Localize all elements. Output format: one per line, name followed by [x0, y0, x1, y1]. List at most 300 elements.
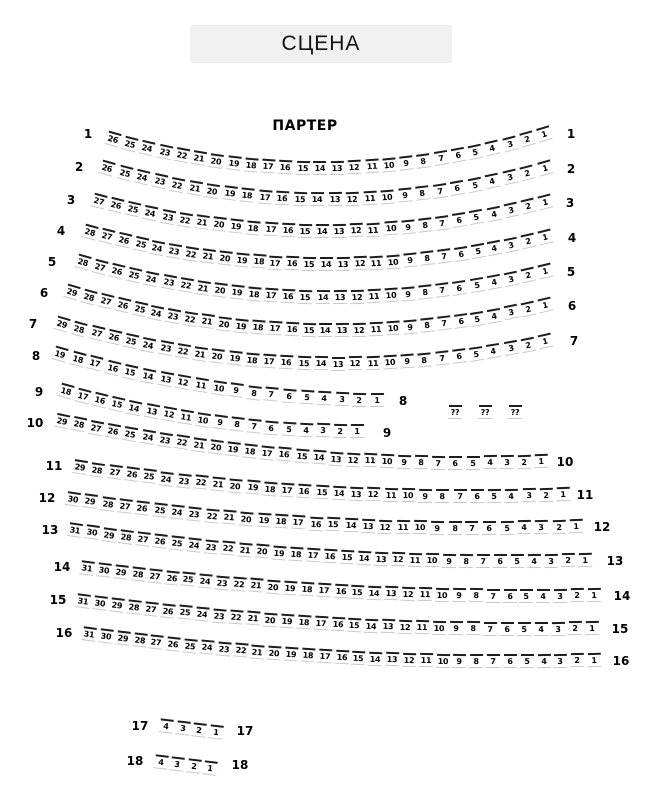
seat[interactable]	[329, 161, 345, 175]
seat[interactable]	[482, 622, 498, 636]
seat[interactable]	[236, 542, 253, 557]
seat[interactable]	[567, 621, 583, 635]
seat[interactable]	[148, 239, 166, 256]
seat[interactable]	[468, 277, 486, 293]
seat[interactable]	[125, 399, 144, 416]
seat[interactable]	[95, 562, 113, 578]
seat[interactable]	[366, 585, 383, 600]
seat[interactable]	[451, 588, 467, 602]
seat[interactable]	[53, 413, 72, 430]
seat[interactable]	[114, 232, 133, 249]
seat[interactable]	[550, 519, 566, 533]
seat[interactable]	[482, 455, 498, 469]
seat[interactable]	[71, 459, 89, 475]
seat[interactable]	[227, 478, 244, 493]
seat[interactable]	[429, 521, 445, 535]
seat[interactable]	[380, 619, 397, 634]
seat[interactable]	[486, 489, 502, 503]
seat[interactable]	[284, 256, 301, 271]
seat[interactable]	[203, 183, 221, 199]
seat[interactable]	[550, 621, 566, 635]
seat[interactable]	[332, 584, 349, 599]
seat[interactable]	[290, 515, 307, 530]
seat[interactable]	[467, 209, 485, 226]
seat[interactable]	[249, 320, 266, 335]
seat-unknown[interactable]	[447, 405, 463, 419]
seat[interactable]	[502, 304, 520, 321]
seat[interactable]	[169, 756, 187, 772]
seat[interactable]	[142, 601, 159, 617]
seat[interactable]	[519, 300, 538, 317]
seat[interactable]	[299, 648, 316, 663]
seat[interactable]	[209, 476, 226, 491]
seat[interactable]	[485, 307, 503, 324]
seat[interactable]	[194, 412, 212, 428]
seat[interactable]	[536, 296, 555, 313]
seat[interactable]	[100, 527, 118, 543]
seat[interactable]	[334, 323, 350, 337]
seat[interactable]	[535, 193, 554, 211]
seat[interactable]	[535, 654, 551, 668]
seat[interactable]	[91, 595, 109, 611]
seat[interactable]	[334, 392, 351, 407]
seat[interactable]	[88, 461, 106, 477]
seat[interactable]	[108, 395, 127, 412]
seat[interactable]	[70, 320, 89, 338]
seat[interactable]	[351, 323, 367, 337]
seat[interactable]	[281, 580, 298, 595]
seat[interactable]	[305, 547, 322, 562]
seat[interactable]	[417, 653, 433, 667]
seat[interactable]	[176, 605, 193, 620]
seat[interactable]	[193, 606, 210, 621]
seat[interactable]	[363, 618, 380, 633]
seat[interactable]	[518, 164, 537, 182]
seat[interactable]	[536, 262, 555, 279]
seat[interactable]	[103, 359, 122, 376]
seat[interactable]	[484, 343, 502, 359]
seat[interactable]	[79, 288, 98, 306]
seat[interactable]	[62, 283, 81, 301]
seat[interactable]	[465, 621, 481, 635]
seat[interactable]	[584, 621, 600, 635]
seat[interactable]	[569, 653, 585, 667]
seat[interactable]	[351, 256, 368, 271]
seat[interactable]	[467, 345, 485, 361]
seat[interactable]	[142, 270, 160, 287]
seat[interactable]	[373, 551, 390, 566]
seat[interactable]	[140, 469, 158, 485]
seat[interactable]	[203, 508, 220, 523]
seat[interactable]	[138, 139, 157, 156]
seat[interactable]	[468, 310, 486, 326]
seat[interactable]	[185, 537, 202, 553]
seat[interactable]	[134, 531, 152, 547]
seat[interactable]	[191, 722, 209, 738]
seat[interactable]	[157, 718, 175, 734]
seat[interactable]	[448, 180, 466, 196]
seat[interactable]	[484, 205, 502, 222]
seat[interactable]	[97, 628, 115, 644]
seat[interactable]	[367, 651, 384, 666]
seat[interactable]	[133, 168, 152, 185]
seat[interactable]	[198, 639, 215, 654]
seat[interactable]	[274, 190, 291, 205]
seat[interactable]	[104, 329, 123, 346]
seat[interactable]	[316, 391, 333, 406]
seat[interactable]	[66, 522, 84, 538]
seat[interactable]	[121, 135, 140, 153]
seat[interactable]	[315, 423, 331, 438]
seat[interactable]	[238, 187, 255, 203]
seat[interactable]	[197, 573, 214, 588]
seat[interactable]	[192, 475, 209, 491]
seat[interactable]	[198, 313, 216, 329]
seat[interactable]	[560, 553, 576, 567]
seat[interactable]	[177, 277, 195, 293]
seat[interactable]	[433, 350, 450, 366]
seat[interactable]	[466, 176, 484, 193]
seat[interactable]	[313, 356, 329, 370]
seat[interactable]	[168, 504, 185, 520]
seat[interactable]	[502, 270, 520, 287]
seat[interactable]	[80, 223, 99, 241]
seat[interactable]	[332, 290, 348, 304]
seat[interactable]	[250, 254, 267, 269]
seat[interactable]	[228, 219, 245, 235]
seat[interactable]	[221, 510, 238, 525]
seat[interactable]	[501, 202, 520, 219]
seat[interactable]	[499, 622, 515, 636]
seat[interactable]	[267, 255, 284, 270]
seat[interactable]	[297, 290, 313, 304]
seat[interactable]	[151, 533, 169, 549]
seat[interactable]	[122, 333, 141, 350]
seat[interactable]	[147, 304, 165, 321]
seat[interactable]	[134, 500, 152, 516]
seat[interactable]	[210, 380, 228, 396]
seat[interactable]	[175, 473, 192, 489]
seat[interactable]	[216, 250, 234, 266]
seat[interactable]	[502, 236, 521, 253]
seat[interactable]	[344, 452, 361, 467]
seat[interactable]	[468, 588, 484, 602]
seat[interactable]	[97, 228, 116, 245]
seat[interactable]	[331, 224, 347, 238]
seat[interactable]	[86, 355, 105, 372]
seat[interactable]	[349, 290, 365, 304]
seat[interactable]	[276, 447, 293, 462]
seat[interactable]	[466, 143, 485, 160]
seat[interactable]	[385, 254, 402, 269]
seat[interactable]	[435, 315, 453, 331]
seat[interactable]	[519, 654, 535, 668]
seat[interactable]	[185, 758, 203, 774]
seat[interactable]	[301, 257, 317, 271]
seat[interactable]	[431, 621, 447, 635]
seat[interactable]	[377, 519, 393, 533]
seat[interactable]	[526, 554, 542, 568]
seat[interactable]	[401, 653, 417, 667]
seat[interactable]	[517, 130, 536, 148]
seat[interactable]	[441, 553, 457, 567]
seat[interactable]	[190, 150, 208, 166]
seat[interactable]	[91, 258, 110, 276]
seat[interactable]	[414, 620, 430, 634]
seat[interactable]	[382, 488, 398, 502]
seat[interactable]	[447, 456, 463, 470]
seat[interactable]	[125, 599, 142, 615]
seat[interactable]	[451, 654, 467, 668]
seat[interactable]	[228, 416, 245, 432]
seat[interactable]	[108, 597, 126, 613]
seat[interactable]	[400, 286, 417, 301]
seat[interactable]	[168, 535, 185, 551]
seat[interactable]	[226, 350, 243, 366]
seat[interactable]	[569, 588, 585, 602]
seat[interactable]	[538, 487, 554, 502]
seat[interactable]	[339, 550, 356, 565]
seat[interactable]	[125, 266, 144, 283]
seat[interactable]	[348, 223, 365, 238]
seat[interactable]	[293, 448, 310, 463]
seat[interactable]	[297, 224, 313, 238]
seat[interactable]	[266, 645, 283, 660]
seat[interactable]	[520, 488, 536, 502]
seat[interactable]	[81, 493, 99, 509]
seat[interactable]	[434, 588, 450, 602]
seat[interactable]	[295, 356, 311, 371]
seat[interactable]	[173, 147, 191, 164]
seat[interactable]	[193, 214, 211, 230]
seat[interactable]	[148, 634, 165, 650]
seat[interactable]	[151, 502, 168, 518]
seat[interactable]	[283, 322, 300, 337]
seat[interactable]	[260, 159, 277, 174]
seat[interactable]	[397, 155, 415, 171]
seat[interactable]	[519, 336, 537, 353]
seat[interactable]	[349, 584, 366, 599]
seat[interactable]	[249, 644, 266, 659]
seat[interactable]	[416, 352, 433, 367]
seat[interactable]	[325, 517, 342, 532]
seat[interactable]	[80, 626, 98, 642]
seat[interactable]	[430, 455, 446, 469]
seat[interactable]	[394, 520, 410, 534]
seat[interactable]	[503, 488, 519, 502]
seat[interactable]	[91, 391, 110, 408]
seat[interactable]	[164, 308, 182, 325]
seat[interactable]	[534, 125, 553, 143]
seat[interactable]	[160, 406, 178, 423]
seat[interactable]	[300, 323, 316, 337]
seat[interactable]	[131, 632, 149, 648]
seat[interactable]	[117, 529, 135, 545]
seat[interactable]	[327, 451, 344, 466]
seat[interactable]	[52, 315, 71, 333]
seat[interactable]	[255, 512, 272, 527]
seat[interactable]	[238, 511, 255, 526]
seat[interactable]	[245, 385, 262, 401]
seat[interactable]	[227, 382, 245, 398]
seat[interactable]	[434, 653, 450, 667]
seat[interactable]	[186, 506, 203, 522]
seat-unknown[interactable]	[507, 405, 523, 419]
seat[interactable]	[586, 588, 602, 602]
seat[interactable]	[297, 422, 314, 437]
seat[interactable]	[219, 541, 236, 556]
seat[interactable]	[360, 519, 377, 534]
seat[interactable]	[450, 212, 468, 228]
seat[interactable]	[350, 650, 367, 665]
seat[interactable]	[64, 491, 82, 507]
seat[interactable]	[165, 242, 183, 259]
seat[interactable]	[318, 257, 334, 271]
seat[interactable]	[139, 367, 158, 384]
seat[interactable]	[465, 456, 481, 470]
seat[interactable]	[384, 321, 401, 336]
seat[interactable]	[307, 516, 324, 531]
seat[interactable]	[435, 248, 453, 264]
seat[interactable]	[192, 377, 210, 393]
seat[interactable]	[492, 554, 508, 568]
seat[interactable]	[364, 356, 381, 371]
seat[interactable]	[180, 572, 197, 587]
seat[interactable]	[164, 636, 181, 652]
seat[interactable]	[228, 284, 245, 300]
seat[interactable]	[264, 579, 281, 594]
seat[interactable]	[215, 641, 232, 656]
seat[interactable]	[280, 388, 297, 403]
seat[interactable]	[155, 143, 174, 160]
seat[interactable]	[384, 652, 400, 667]
seat[interactable]	[232, 318, 249, 334]
seat[interactable]	[277, 160, 294, 175]
seat[interactable]	[70, 416, 88, 433]
seat[interactable]	[413, 455, 429, 469]
seat[interactable]	[335, 257, 351, 271]
seat[interactable]	[416, 217, 434, 233]
seat[interactable]	[280, 289, 297, 304]
seat[interactable]	[121, 363, 140, 380]
seat[interactable]	[332, 424, 348, 438]
seat[interactable]	[163, 570, 180, 586]
seat[interactable]	[365, 487, 381, 502]
seat[interactable]	[190, 437, 208, 453]
seat[interactable]	[313, 485, 330, 500]
seat[interactable]	[211, 282, 229, 298]
seat[interactable]	[159, 603, 176, 619]
seat[interactable]	[382, 221, 399, 236]
seat[interactable]	[232, 643, 249, 658]
seat[interactable]	[475, 554, 491, 568]
seat[interactable]	[552, 588, 568, 602]
seat[interactable]	[314, 224, 330, 238]
seat[interactable]	[103, 130, 122, 148]
seat[interactable]	[586, 653, 602, 667]
seat[interactable]	[202, 539, 219, 555]
seat[interactable]	[74, 387, 93, 405]
seat[interactable]	[73, 253, 92, 271]
seat[interactable]	[266, 321, 283, 336]
seat[interactable]	[107, 197, 126, 214]
seat[interactable]	[244, 480, 261, 495]
seat[interactable]	[106, 464, 124, 480]
seat[interactable]	[414, 185, 432, 201]
seat[interactable]	[186, 180, 204, 196]
seat[interactable]	[322, 549, 339, 564]
seat[interactable]	[199, 248, 217, 264]
seat[interactable]	[501, 589, 517, 603]
seat[interactable]	[215, 316, 233, 332]
seat[interactable]	[124, 201, 143, 218]
seat[interactable]	[502, 654, 518, 668]
seat[interactable]	[225, 155, 243, 171]
seat[interactable]	[535, 159, 554, 177]
seat[interactable]	[115, 164, 134, 182]
seat[interactable]	[417, 284, 434, 300]
seat[interactable]	[181, 638, 198, 654]
seat[interactable]	[159, 274, 177, 291]
seat[interactable]	[191, 346, 209, 362]
seat[interactable]	[449, 147, 467, 164]
seat[interactable]	[327, 192, 343, 206]
seat[interactable]	[485, 274, 503, 291]
seat[interactable]	[181, 311, 199, 327]
seat[interactable]	[451, 489, 467, 503]
seat[interactable]	[316, 649, 333, 664]
seat[interactable]	[390, 552, 407, 567]
seat[interactable]	[312, 161, 328, 175]
seat[interactable]	[400, 488, 416, 502]
seat[interactable]	[141, 205, 159, 222]
seat[interactable]	[329, 617, 346, 632]
seat[interactable]	[210, 217, 228, 233]
seat[interactable]	[296, 483, 313, 498]
seat[interactable]	[150, 173, 169, 190]
seat[interactable]	[518, 589, 534, 603]
seat[interactable]	[295, 615, 312, 630]
seat[interactable]	[182, 245, 200, 261]
seat[interactable]	[500, 135, 519, 153]
seat[interactable]	[208, 153, 226, 169]
seat[interactable]	[552, 654, 568, 668]
seat[interactable]	[278, 613, 295, 628]
seat[interactable]	[139, 429, 157, 445]
seat[interactable]	[356, 550, 373, 565]
seat[interactable]	[483, 173, 502, 190]
seat[interactable]	[417, 587, 433, 601]
seat[interactable]	[310, 450, 327, 465]
seat[interactable]	[174, 343, 192, 359]
seat[interactable]	[434, 489, 450, 503]
seat[interactable]	[516, 622, 532, 636]
seat[interactable]	[452, 313, 470, 329]
seat[interactable]	[447, 521, 463, 535]
seat[interactable]	[231, 576, 248, 591]
seat[interactable]	[468, 654, 484, 668]
seat[interactable]	[280, 421, 297, 436]
seat[interactable]	[168, 176, 186, 193]
seat[interactable]	[174, 720, 192, 736]
seat[interactable]	[263, 420, 280, 435]
seat[interactable]	[152, 754, 170, 770]
seat[interactable]	[519, 232, 538, 249]
seat[interactable]	[499, 521, 515, 535]
seat[interactable]	[533, 454, 550, 469]
seat[interactable]	[233, 252, 250, 267]
seat[interactable]	[244, 611, 261, 626]
